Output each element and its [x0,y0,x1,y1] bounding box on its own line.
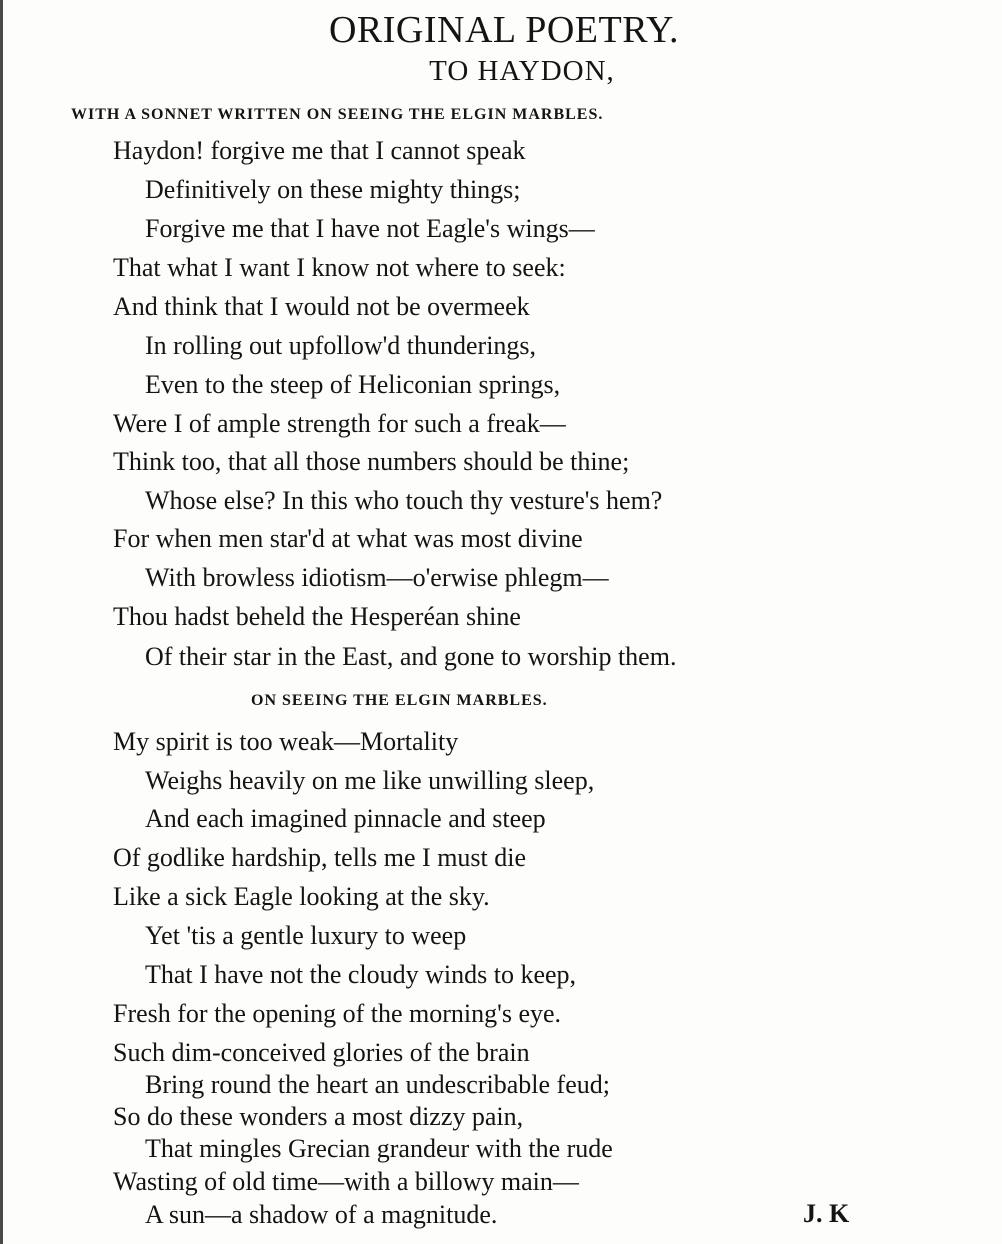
poem-line: Thou hadst beheld the Hesperéan shine [113,602,521,631]
poem-line: Of godlike hardship, tells me I must die [113,843,527,872]
poem-line: Weighs heavily on me like unwilling sleep, [145,766,595,795]
poem-line: Wasting of old time—with a billowy main— [113,1167,579,1196]
poem-line: Of their star in the East, and gone to worship them. [145,642,677,671]
poem-line: Whose else? In this who touch thy vesture's hem? [145,486,663,515]
poem-line: Yet 'tis a gentle luxury to weep [145,921,467,950]
poem-line: That I have not the cloudy winds to keep, [145,960,577,989]
poem-line: That mingles Grecian grandeur with the rude [145,1134,613,1163]
poem-line: Think too, that all those numbers should be thine; [113,447,630,476]
poem-line: Even to the steep of Heliconian springs, [145,370,561,399]
poem-line: For when men star'd at what was most divine [113,524,583,553]
poem-line: Like a sick Eagle looking at the sky. [113,882,490,911]
poem-line: Haydon! forgive me that I cannot speak [113,136,526,165]
poem-line: My spirit is too weak—Mortality [113,727,459,756]
sonnet-heading: ON SEEING THE ELGIN MARBLES. [251,692,548,709]
poem-dedication: TO HAYDON, [429,55,615,87]
poem-line: And think that I would not be overmeek [113,292,530,321]
poem-line: That what I want I know not where to seek: [113,253,566,282]
poem-line: And each imagined pinnacle and steep [145,804,546,833]
author-signature: J. K [803,1199,850,1228]
sonnet-heading: WITH A SONNET WRITTEN ON SEEING THE ELGIN MARBLES. [71,106,604,123]
poem-line: Definitively on these mighty things; [145,175,521,204]
poem-line: Forgive me that I have not Eagle's wings— [145,214,595,243]
poem-line: A sun—a shadow of a magnitude. [145,1200,498,1229]
section-title: ORIGINAL POETRY. [328,9,680,51]
poem-line: Such dim-conceived glories of the brain [113,1038,530,1067]
sonnet-elgin-marbles [3,0,1002,1244]
poem-line: Were I of ample strength for such a freak— [113,409,566,438]
poem-line: Bring round the heart an undescribable feud; [145,1070,610,1099]
poem-line: So do these wonders a most dizzy pain, [113,1102,524,1131]
poem-line: Fresh for the opening of the morning's eye. [113,999,562,1028]
poem-line: In rolling out upfollow'd thunderings, [145,331,537,360]
poem-line: With browless idiotism—o'erwise phlegm— [145,563,609,592]
